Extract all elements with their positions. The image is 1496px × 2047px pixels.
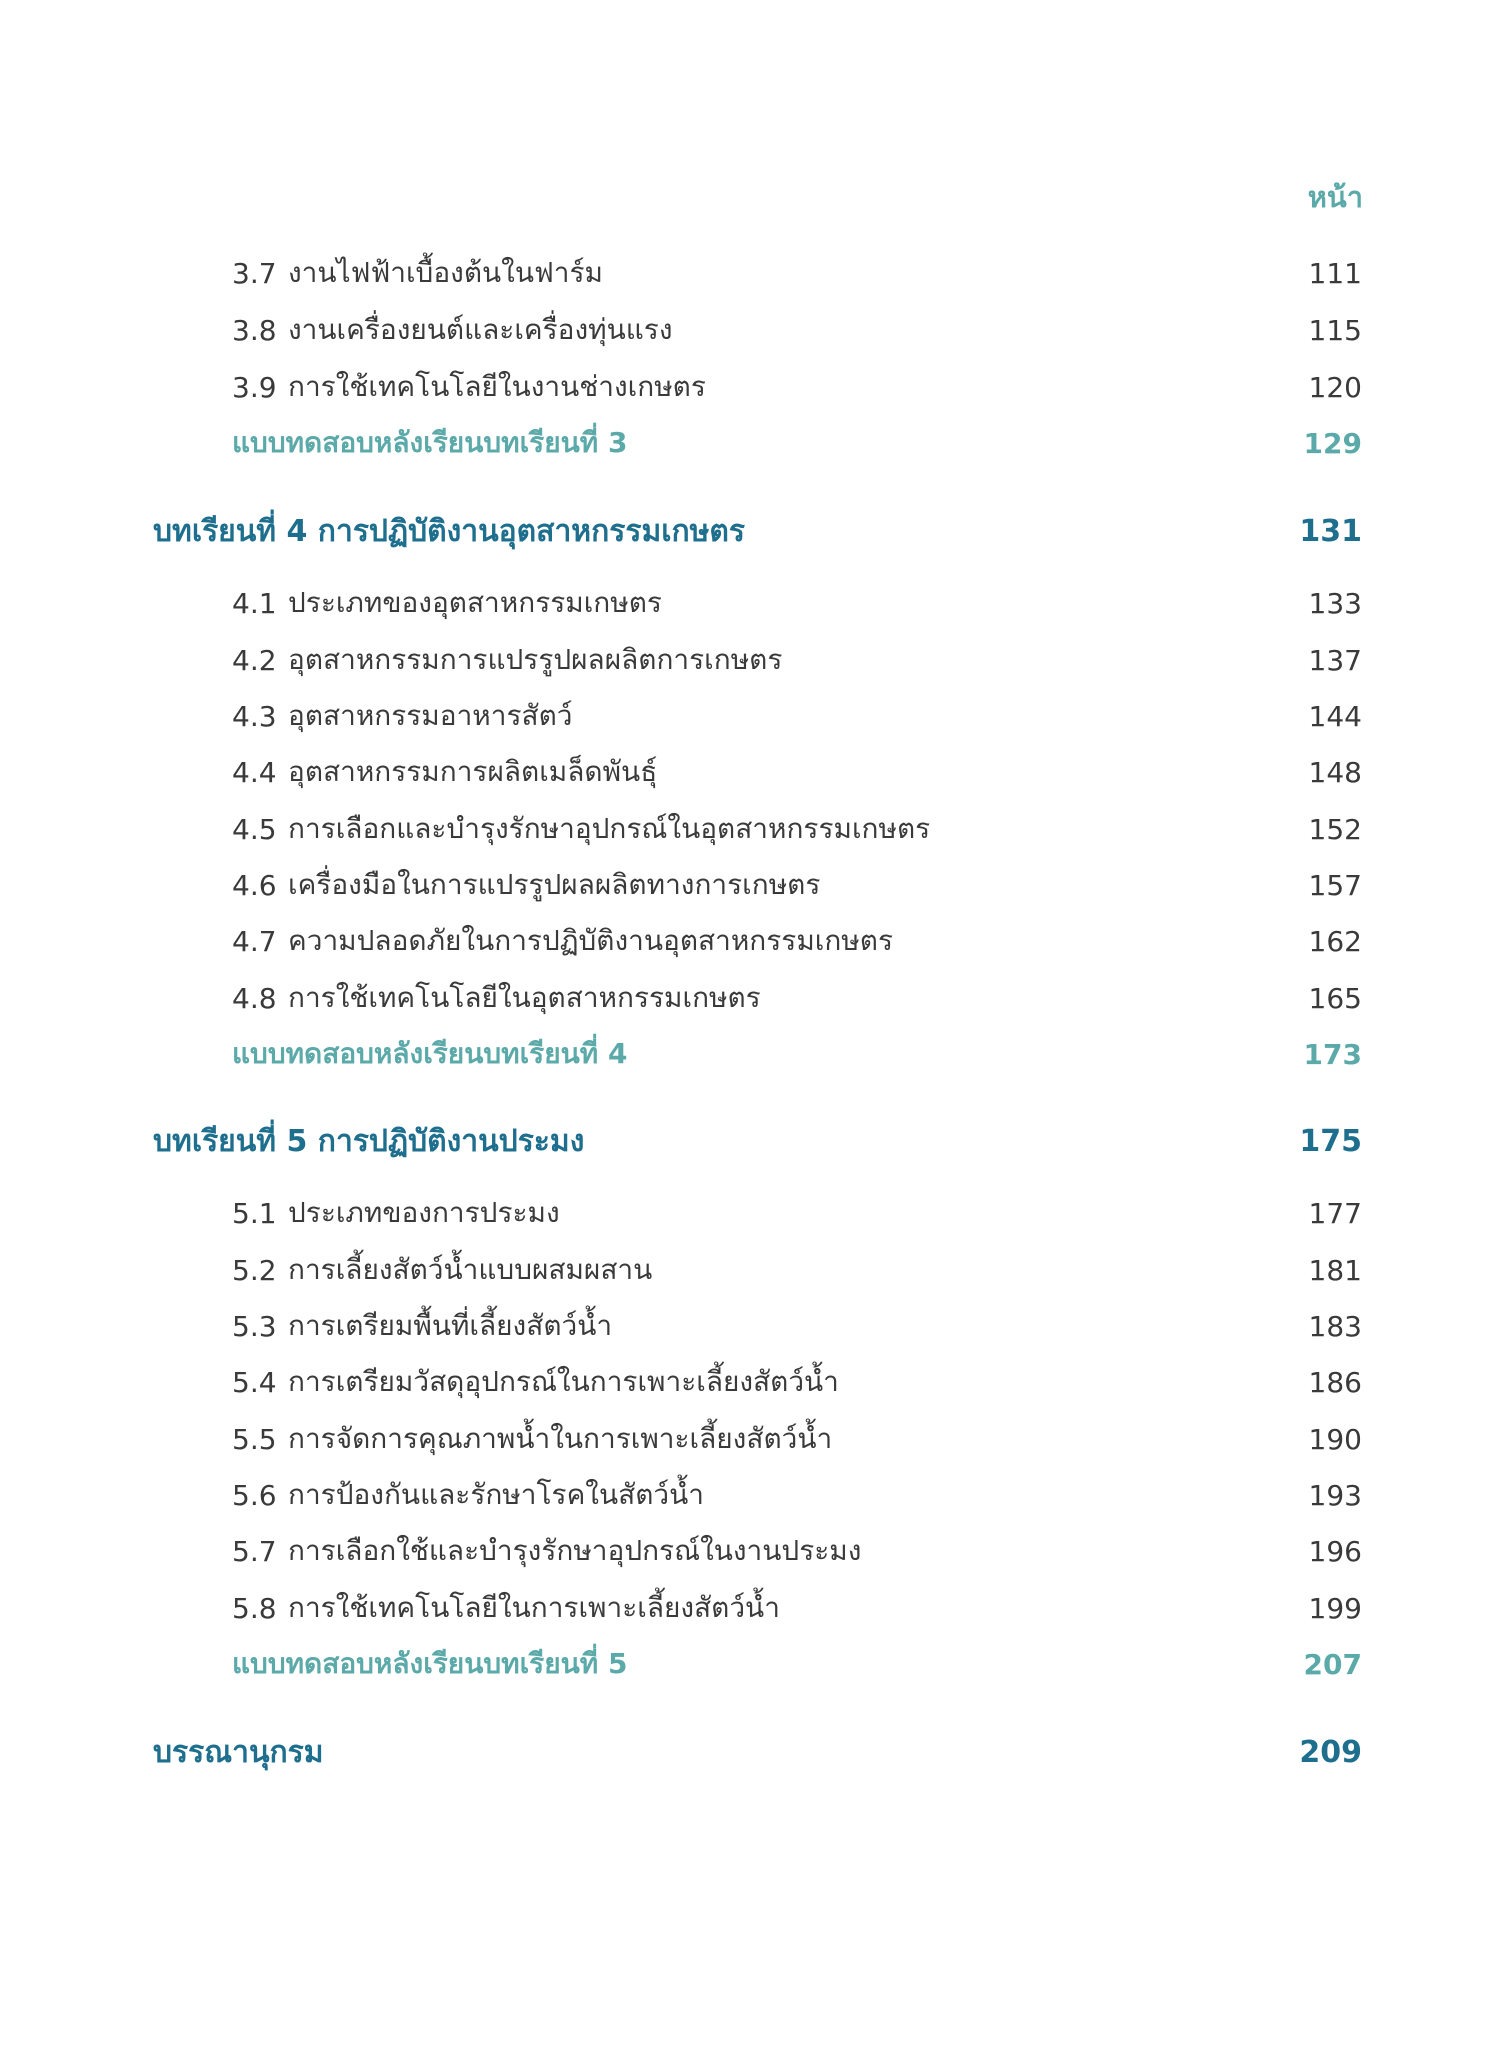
page-number: 209	[1299, 1734, 1362, 1770]
page-number: 120	[1308, 370, 1362, 404]
toc-test-entry[interactable]	[0, 423, 1496, 463]
page-number: 186	[1308, 1365, 1362, 1399]
page-number: 181	[1308, 1253, 1362, 1287]
section-number: 3.9	[232, 370, 277, 404]
section-number: 4.5	[232, 812, 277, 846]
toc-entry[interactable]	[0, 809, 1496, 849]
section-title: อุตสาหกรรมการผลิตเมล็ดพันธุ์	[288, 755, 658, 788]
page-number: 137	[1308, 643, 1362, 677]
section-title: การจัดการคุณภาพน้ำในการเพาะเลี้ยงสัตว์น้ำ	[288, 1422, 833, 1455]
chapter-title: บทเรียนที่ 4 การปฏิบัติงานอุตสาหกรรมเกษตร	[153, 513, 746, 549]
section-title: เครื่องมือในการแปรรูปผลผลิตทางการเกษตร	[288, 868, 821, 901]
page-number: 207	[1303, 1647, 1362, 1681]
section-number: 4.4	[232, 755, 277, 789]
section-title: การใช้เทคโนโลยีในอุตสาหกรรมเกษตร	[288, 981, 761, 1014]
toc-test-entry[interactable]	[0, 1034, 1496, 1074]
section-title: การเตรียมพื้นที่เลี้ยงสัตว์น้ำ	[288, 1309, 613, 1342]
toc-entry[interactable]	[0, 1475, 1496, 1515]
page-number: 190	[1308, 1422, 1362, 1456]
page-number: 165	[1308, 981, 1362, 1015]
page-number: 157	[1308, 868, 1362, 902]
section-title: ความปลอดภัยในการปฏิบัติงานอุตสาหกรรมเกษตร	[288, 924, 893, 957]
toc-chapter-heading[interactable]	[0, 1121, 1496, 1161]
section-title: งานไฟฟ้าเบื้องต้นในฟาร์ม	[288, 256, 603, 289]
section-title: การเตรียมวัสดุอุปกรณ์ในการเพาะเลี้ยงสัตว์น้ำ	[288, 1365, 839, 1398]
section-number: 4.6	[232, 868, 277, 902]
section-title: การเลี้ยงสัตว์น้ำแบบผสมผสาน	[288, 1253, 653, 1286]
toc-entry[interactable]	[0, 865, 1496, 905]
section-number: 5.5	[232, 1422, 277, 1456]
toc-entry[interactable]	[0, 1588, 1496, 1628]
chapter-title: บทเรียนที่ 5 การปฏิบัติงานประมง	[153, 1123, 585, 1159]
toc-entry[interactable]	[0, 253, 1496, 293]
section-number: 5.1	[232, 1196, 277, 1230]
section-title: การใช้เทคโนโลยีในงานช่างเกษตร	[288, 370, 706, 403]
toc-entry[interactable]	[0, 1531, 1496, 1571]
section-title: การเลือกและบำรุงรักษาอุปกรณ์ในอุตสาหกรรมเกษตร	[288, 812, 931, 845]
toc-entry[interactable]	[0, 640, 1496, 680]
section-number: 5.6	[232, 1478, 277, 1512]
section-title: การเลือกใช้และบำรุงรักษาอุปกรณ์ในงานประมง	[288, 1534, 862, 1567]
page-number: 131	[1299, 513, 1362, 549]
section-title: ประเภทของอุตสาหกรรมเกษตร	[288, 586, 662, 619]
toc-entry[interactable]	[0, 1250, 1496, 1290]
page-number: 148	[1308, 755, 1362, 789]
page-number: 193	[1308, 1478, 1362, 1512]
section-number: 4.1	[232, 586, 277, 620]
page-number: 183	[1308, 1309, 1362, 1343]
toc-entry[interactable]	[0, 1362, 1496, 1402]
page-number: 115	[1308, 313, 1362, 347]
section-title: อุตสาหกรรมอาหารสัตว์	[288, 699, 573, 732]
page-number: 133	[1308, 586, 1362, 620]
toc-entry[interactable]	[0, 367, 1496, 407]
page-number: 199	[1308, 1591, 1362, 1625]
page-number: 111	[1308, 256, 1362, 290]
page-column-label: หน้า	[1307, 180, 1363, 214]
toc-entry[interactable]	[0, 1193, 1496, 1233]
page-number: 144	[1308, 699, 1362, 733]
test-title: แบบทดสอบหลังเรียนบทเรียนที่ 5	[232, 1647, 628, 1680]
toc-entry[interactable]	[0, 583, 1496, 623]
section-number: 5.4	[232, 1365, 277, 1399]
toc-test-entry[interactable]	[0, 1644, 1496, 1684]
section-number: 4.8	[232, 981, 277, 1015]
toc-entry[interactable]	[0, 921, 1496, 961]
section-number: 4.2	[232, 643, 277, 677]
section-title: อุตสาหกรรมการแปรรูปผลผลิตการเกษตร	[288, 643, 783, 676]
section-title: ประเภทของการประมง	[288, 1196, 560, 1229]
section-title: การป้องกันและรักษาโรคในสัตว์น้ำ	[288, 1478, 704, 1511]
page-number: 152	[1308, 812, 1362, 846]
page-number: 173	[1303, 1037, 1362, 1071]
section-title: การใช้เทคโนโลยีในการเพาะเลี้ยงสัตว์น้ำ	[288, 1591, 780, 1624]
section-number: 3.8	[232, 313, 277, 347]
toc-bibliography[interactable]	[0, 1732, 1496, 1772]
section-number: 4.7	[232, 924, 277, 958]
test-title: แบบทดสอบหลังเรียนบทเรียนที่ 3	[232, 426, 628, 459]
section-number: 4.3	[232, 699, 277, 733]
toc-entry[interactable]	[0, 752, 1496, 792]
toc-entry[interactable]	[0, 310, 1496, 350]
page-number: 175	[1299, 1123, 1362, 1159]
page-number: 196	[1308, 1534, 1362, 1568]
section-number: 5.2	[232, 1253, 277, 1287]
page-number: 162	[1308, 924, 1362, 958]
toc-entry[interactable]	[0, 978, 1496, 1018]
section-number: 5.7	[232, 1534, 277, 1568]
section-number: 5.3	[232, 1309, 277, 1343]
test-title: แบบทดสอบหลังเรียนบทเรียนที่ 4	[232, 1037, 628, 1070]
section-number: 3.7	[232, 256, 277, 290]
bibliography-title: บรรณานุกรม	[153, 1734, 324, 1770]
toc-entry[interactable]	[0, 1419, 1496, 1459]
page-number: 129	[1303, 426, 1362, 460]
section-number: 5.8	[232, 1591, 277, 1625]
section-title: งานเครื่องยนต์และเครื่องทุ่นแรง	[288, 313, 673, 346]
toc-entry[interactable]	[0, 1306, 1496, 1346]
page-number: 177	[1308, 1196, 1362, 1230]
toc-chapter-heading[interactable]	[0, 511, 1496, 551]
toc-entry[interactable]	[0, 696, 1496, 736]
